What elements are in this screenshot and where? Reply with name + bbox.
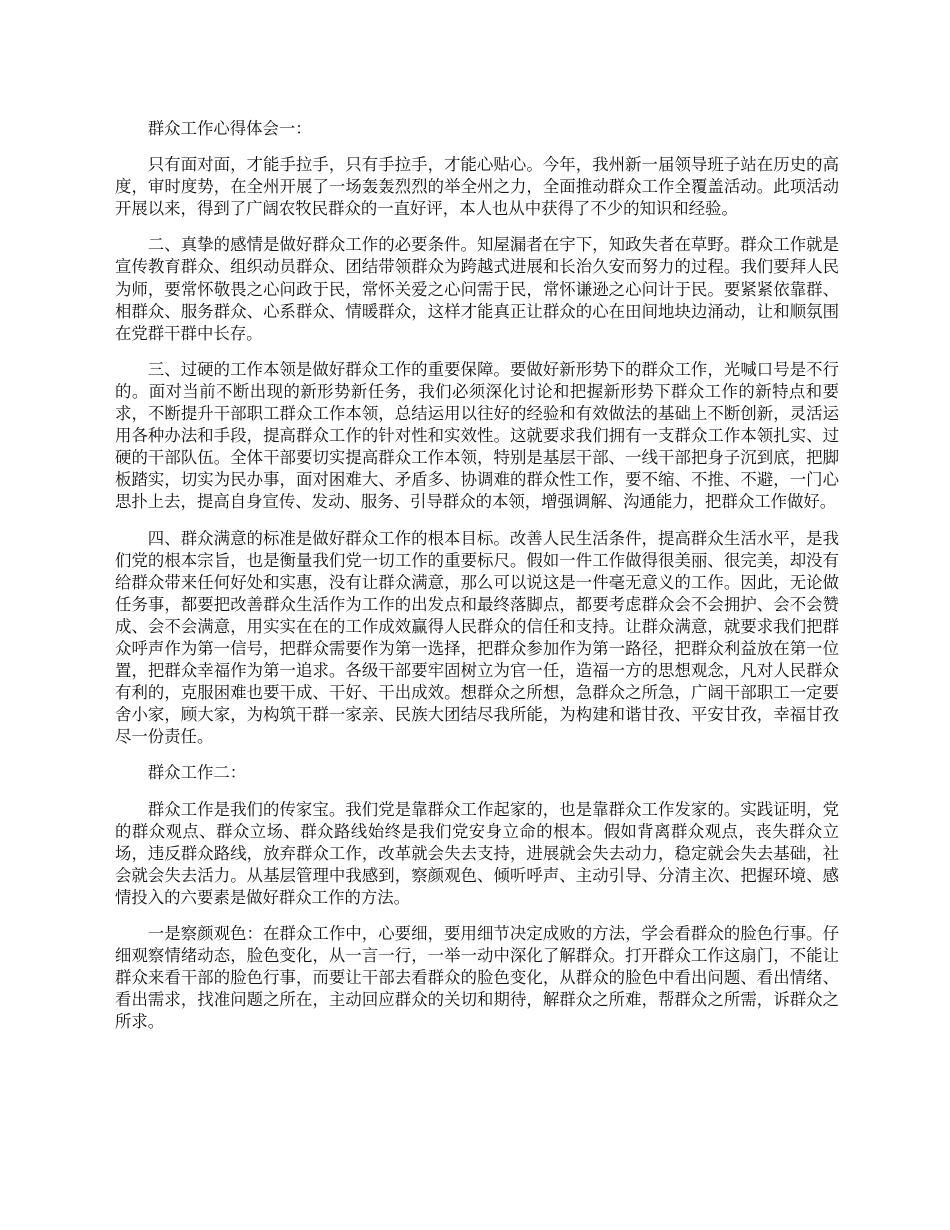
paragraph-intro: 只有面对面，才能手拉手，只有手拉手，才能心贴心。今年，我州新一届领导班子站在历史的高度，审时度势，在全州开展了一场轰轰烈烈的举全州之力，全面推动群众工作全覆盖活动。此项活动开展以来，得到了广阔农牧民群众的一直好评，本人也从中获得了不少的知识和经验。 xyxy=(115,155,839,219)
paragraph-point-2: 二、真挚的感情是做好群众工作的必要条件。知屋漏者在宇下，知政失者在草野。群众工作就是宣传教育群众、组织动员群众、团结带领群众为跨越式进展和长治久安而努力的过程。我们要拜人民为师，要常怀敬畏之心问政于民，常怀关爱之心问需于民，常怀谦逊之心问计于民。要紧紧依靠群、相群众、服务群众、心系群众、情暖群众，这样才能真正让群众的心在田间地块边涌动，让和顺氛围在党群干群中长存。 xyxy=(115,235,839,343)
paragraph-section-2-point-1: 一是察颜观色：在群众工作中，心要细，要用细节决定成败的方法，学会看群众的脸色行事。仔细观察情绪动态，脸色变化，从一言一行，一举一动中深化了解群众。打开群众工作这扇门，不能让群众来看干部的脸色行事，而要让干部去看群众的脸色变化，从群众的脸色中看出问题、看出情绪、看出需求，找准问题之所在，主动回应群众的关切和期待，解群众之所难，帮群众之所需，诉群众之所求。 xyxy=(115,924,839,1032)
paragraph-point-4: 四、群众满意的标准是做好群众工作的根本目标。改善人民生活条件，提高群众生活水平，是我们党的根本宗旨，也是衡量我们党一切工作的重要标尺。假如一件工作做得很美丽、很完美，却没有给群众带来任何好处和实惠，没有让群众满意，那么可以说这是一件毫无意义的工作。因此，无论做任务事，都要把改善群众生活作为工作的出发点和最终落脚点，都要考虑群众会不会拥护、会不会赞成、会不会满意，用实实在在的工作成效赢得人民群众的信任和支持。让群众满意，就要求我们把群众呼声作为第一信号，把群众需要作为第一选择，把群众参加作为第一路径，把群众利益放在第一位置，把群众幸福作为第一追求。各级干部要牢固树立为官一任，造福一方的思想观念，凡对人民群众有利的，克服困难也要干成、干好、干出成效。想群众之所想，急群众之所急，广阔干部职工一定要舍小家，顾大家，为构筑干群一家亲、民族大团结尽我所能，为构建和谐甘孜、平安甘孜，幸福甘孜尽一份责任。 xyxy=(115,528,839,747)
section-heading-1: 群众工作心得体会一： xyxy=(147,119,312,138)
document-page xyxy=(115,118,839,1047)
section-heading-2: 群众工作二： xyxy=(147,763,247,783)
paragraph-point-3: 三、过硬的工作本领是做好群众工作的重要保障。要做好新形势下的群众工作，光喊口号是不行的。面对当前不断出现的新形势新任务，我们必须深化讨论和把握新形势下群众工作的新特点和要求，不断提升干部职工群众工作本领，总结运用以往好的经验和有效做法的基础上不断创新，灵活运用各种办法和手段，提高群众工作的针对性和实效性。这就要求我们拥有一支群众工作本领扎实、过硬的干部队伍。全体干部要切实提高群众工作本领，特别是基层干部、一线干部把身子沉到底，把脚板踏实，切实为民办事，面对困难大、矛盾多、协调难的群众性工作，要不缩、不推、不避，一门心思扑上去，提高自身宣传、发动、服务、引导群众的本领，增强调解、沟通能力，把群众工作做好。 xyxy=(115,359,839,512)
paragraph-section-2-intro: 群众工作是我们的传家宝。我们党是靠群众工作起家的，也是靠群众工作发家的。实践证明，党的群众观点、群众立场、群众路线始终是我们党安身立命的根本。假如背离群众观点，丧失群众立场，违反群众路线，放弃群众工作，改革就会失去支持，进展就会失去动力，稳定就会失去基础，社会就会失去活力。从基层管理中我感到，察颜观色、倾听呼声、主动引导、分清主次、把握环境、感情投入的六要素是做好群众工作的方法。 xyxy=(115,799,839,907)
